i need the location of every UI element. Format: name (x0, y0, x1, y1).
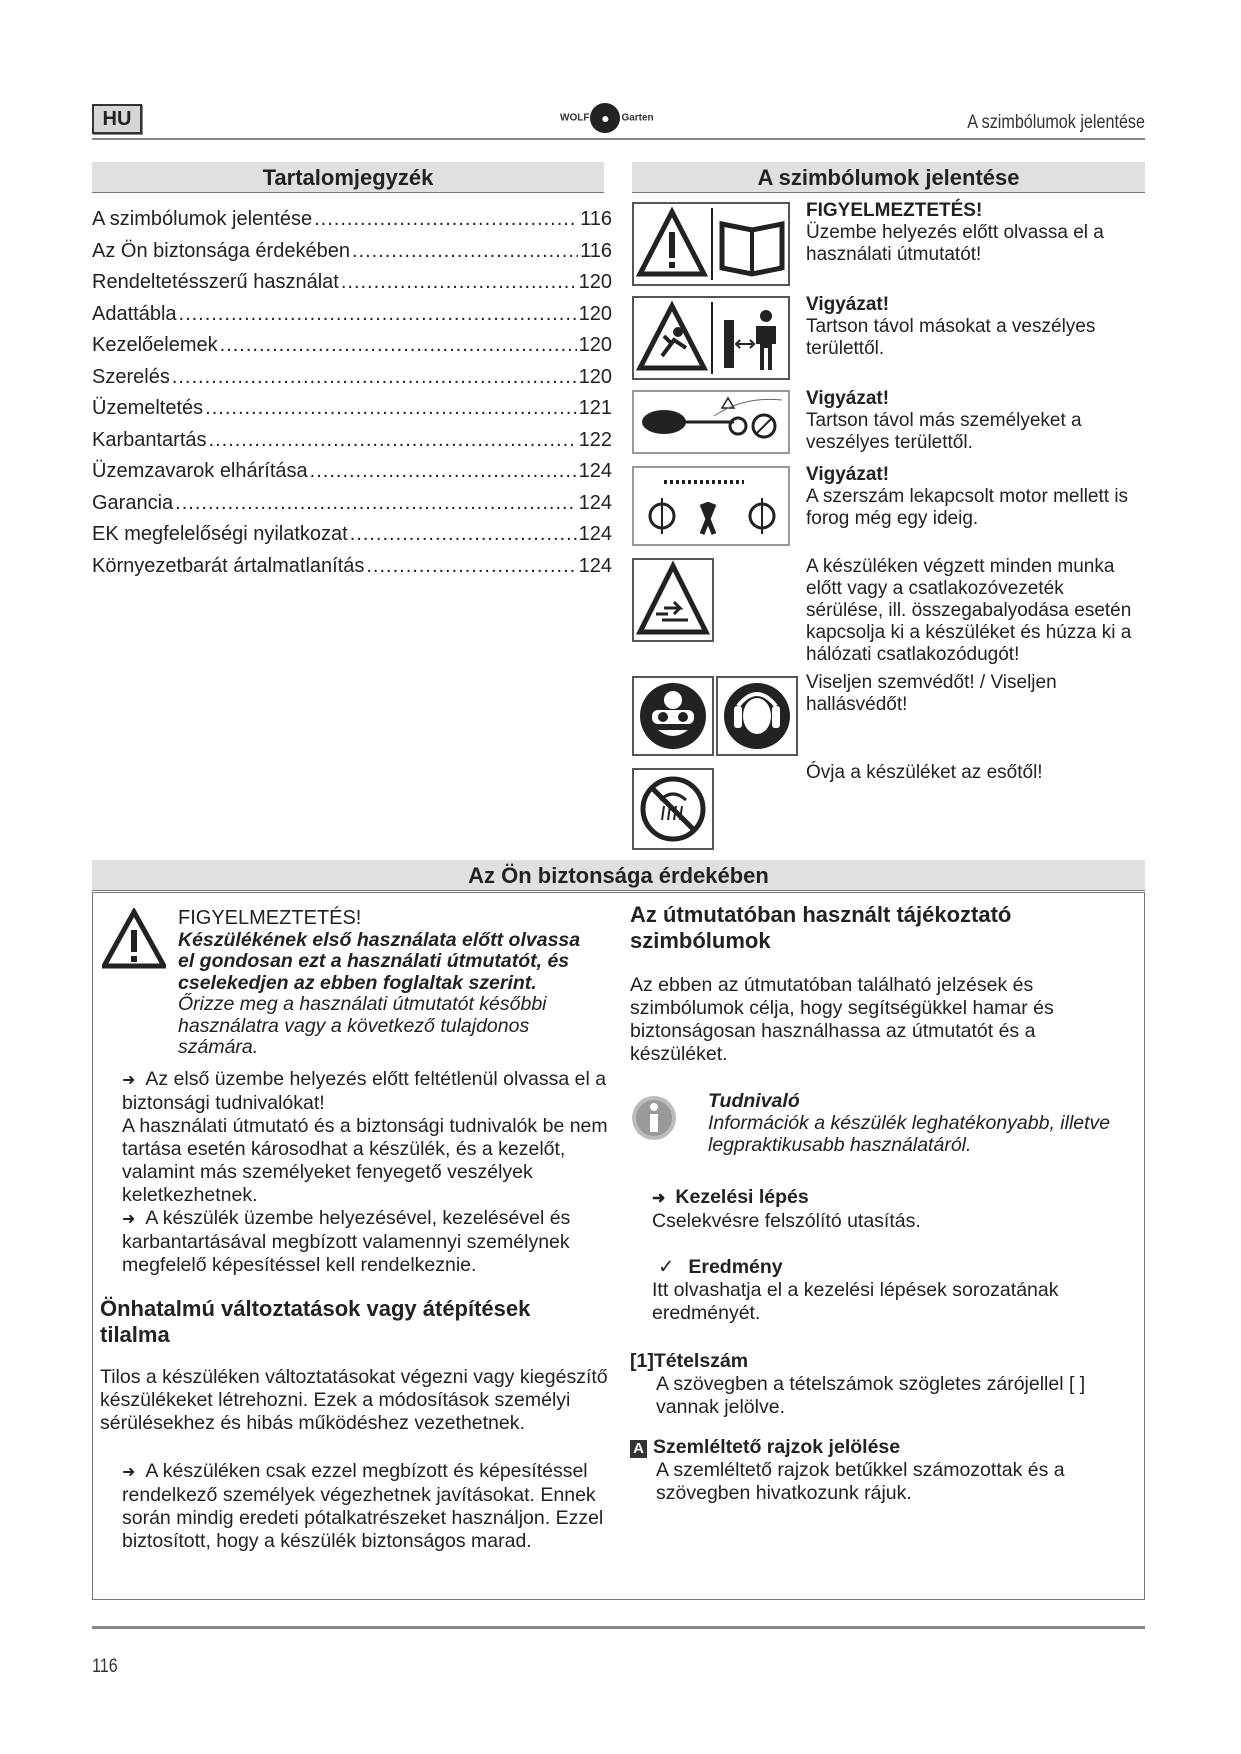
note-block (708, 1090, 1148, 1156)
figure-text: A szemléltető rajzok betűkkel számozottak és a szövegben hivatkozunk rájuk. (656, 1459, 1065, 1504)
symbol-text-6 (806, 672, 1146, 716)
toc-item[interactable] (92, 362, 612, 394)
toc-leader-dots (209, 425, 577, 457)
symbol-text-2 (806, 294, 1146, 360)
footer-divider (92, 1626, 1145, 1629)
item-block (630, 1350, 1130, 1419)
toc-item-page: 116 (580, 208, 612, 230)
step-head-row (652, 1186, 1132, 1210)
para-5-text: A készüléken csak ezzel megbízott és képesítéssel rendelkező személyek végezhetnek javításokat. Ennek során mindig eredeti pótalkatrészeket használjon. Ezzel biztosított, hogy a készülék biztonságos marad. (122, 1460, 604, 1552)
toc-leader-dots (314, 204, 578, 236)
heading-info-symbols: Az útmutatóban használt tájékoztató szimbólumok (630, 902, 1012, 953)
toc-item-label: Környezetbarát ártalmatlanítás (92, 554, 365, 577)
figure-block (630, 1436, 1130, 1505)
header-divider (92, 138, 1145, 140)
symbol-distance (632, 390, 790, 454)
toc-item-page: 120 (578, 365, 612, 388)
toc-item[interactable] (92, 488, 612, 520)
result-head-row (652, 1256, 1132, 1279)
toc-item[interactable] (92, 299, 612, 331)
no-rain-icon (632, 768, 714, 850)
symbol-unplug (632, 558, 714, 642)
toc-item-label: Az Ön biztonsága érdekében (92, 239, 350, 262)
toc-leader-dots (179, 299, 577, 331)
toc-leader-dots (350, 519, 577, 551)
table-of-contents (92, 204, 612, 582)
arrow-right-icon: ➜ (122, 1072, 136, 1089)
toc-item-page: 120 (578, 302, 612, 325)
toc-item[interactable] (92, 456, 612, 488)
toc-leader-dots (172, 362, 577, 394)
toc-item-page: 116 (580, 239, 612, 262)
note-text: Információk a készülék leghatékonyabb, illetve legpraktikusabb használatáról. (708, 1112, 1111, 1156)
running-title: A szimbólumok jelentése (967, 112, 1145, 133)
symbol-rotating-tool (632, 466, 790, 546)
toc-leader-dots (341, 267, 577, 299)
para-info: Az ebben az útmutatóban található jelzések és szimbólumok célja, hogy segítségükkel hamar és biztonságosan használhassa az útmutatót és a készüléket. (630, 974, 1054, 1065)
toc-item-label: Üzemeltetés (92, 397, 204, 419)
symbol-head-2: Vigyázat! (806, 294, 890, 315)
symbol-body-1: Üzembe helyezés előtt olvassa el a használati útmutatót! (806, 222, 1104, 265)
figure-head-row (630, 1436, 1130, 1459)
info-icon (630, 1094, 678, 1142)
toc-item-page: 124 (578, 523, 612, 545)
symbol-read-manual (632, 202, 790, 286)
symbol-keep-away (632, 296, 790, 380)
toc-item[interactable] (92, 236, 612, 268)
safety-title: Az Ön biztonsága érdekében (92, 860, 1145, 891)
symbol-body-5: A készüléken végzett minden munka előtt vagy a csatlakozóvezeték sérülése, ill. összegabalyodása esetén kapcsolja ki a készüléket és húzza ki a hálózati csatlakozódugót! (806, 556, 1132, 665)
toc-item[interactable] (92, 204, 612, 236)
para-1-text: Az első üzembe helyezés előtt feltétlenül olvassa el a biztonsági tudnivalókat! (122, 1068, 607, 1114)
toc-item-label: Adattábla (92, 302, 177, 325)
item-head: [1]Tételszám (630, 1350, 749, 1372)
safety-left-body (122, 1068, 622, 1277)
toc-leader-dots (205, 393, 576, 425)
symbol-head-4: Vigyázat! (806, 464, 890, 485)
warning-bold: Készülékének első használata előtt olvassa el gondosan ezt a használati útmutatót, és cselekedjen az ebben foglaltak szerint. (178, 928, 581, 994)
symbol-text-3 (806, 388, 1146, 454)
symbol-head-1: FIGYELMEZTETÉS! (806, 200, 983, 221)
step-head: Kezelési lépés (675, 1186, 809, 1208)
toc-title: Tartalomjegyzék (92, 162, 604, 193)
symbol-text-1 (806, 200, 1146, 266)
para-1 (122, 1068, 622, 1115)
step-text: Cselekvésre felszólító utasítás. (652, 1210, 921, 1232)
symbol-body-7: Óvja a készüléket az esőtől! (806, 762, 1043, 783)
toc-item-page: 124 (578, 460, 612, 482)
toc-item-page: 122 (578, 428, 612, 451)
symbol-body-3: Tartson távol más személyeket a veszélyes területtől. (806, 410, 1082, 453)
toc-leader-dots (220, 330, 577, 362)
toc-item-page: 124 (578, 491, 612, 514)
toc-item-label: EK megfelelőségi nyilatkozat (92, 523, 348, 545)
item-text: A szövegben a tételszámok szögletes zárójellel [ ] vannak jelölve. (656, 1373, 1086, 1418)
symbol-text-5 (806, 556, 1146, 666)
logo-text-left: WOLF (560, 112, 590, 124)
warning-head: FIGYELMEZTETÉS! (178, 907, 362, 929)
logo-emblem-icon: ● (590, 103, 620, 133)
para-3-text: A készülék üzembe helyezésével, kezelésével és karbantartásával megbízott valamennyi személynek megfelelő képesítéssel kell rendelkeznie. (122, 1207, 571, 1276)
arrow-right-icon: ➜ (652, 1190, 666, 1207)
para-3 (122, 1207, 622, 1277)
symbol-text-7 (806, 762, 1146, 784)
toc-item-page: 120 (578, 334, 612, 356)
toc-leader-dots (352, 236, 578, 268)
toc-item[interactable] (92, 267, 612, 299)
warning-italic: Őrizze meg a használati útmutatót későbbi használatra vagy a következő tulajdonos számára. (178, 993, 547, 1058)
result-text: Itt olvashatja el a kezelési lépések sorozatának eredményét. (652, 1279, 1059, 1324)
para-2: A használati útmutató és a biztonsági tudnivalók be nem tartása esetén károsodhat a készülék, és a kezelőt, valamint más személyeket fenyegető veszélyek keletkezhetnek. (122, 1115, 608, 1206)
toc-item-label: Rendeltetésszerű használat (92, 271, 339, 293)
symbol-body-2: Tartson távol másokat a veszélyes területtől. (806, 316, 1096, 359)
symbol-head-3: Vigyázat! (806, 388, 890, 409)
heading-modifications: Önhatalmú változtatások vagy átépítések tilalma (100, 1296, 531, 1347)
toc-item[interactable] (92, 425, 612, 457)
toc-item[interactable] (92, 551, 612, 583)
toc-item-label: Kezelőelemek (92, 334, 218, 356)
para-5 (122, 1460, 632, 1553)
figure-head: Szemléltető rajzok jelölése (653, 1436, 901, 1458)
para-4: Tilos a készüléken változtatásokat végezni vagy kiegészítő készülékeket létrehozni. Ezek a módosítások személyi sérülésekhez és hibás működéshez vezethetnek. (100, 1366, 608, 1434)
logo-text-right: Garten (621, 112, 654, 124)
toc-item-label: Karbantartás (92, 428, 207, 451)
note-head: Tudnivaló (708, 1090, 800, 1112)
toc-leader-dots (366, 551, 576, 583)
arrow-right-icon: ➜ (122, 1464, 136, 1481)
result-block (652, 1256, 1132, 1325)
toc-item-page: 121 (578, 397, 612, 419)
checkmark-icon: ✓ (658, 1256, 675, 1278)
toc-item-label: Garancia (92, 491, 174, 514)
toc-item[interactable] (92, 330, 612, 362)
figure-letter-badge: A (630, 1440, 647, 1458)
warning-triangle-icon (102, 908, 166, 970)
toc-item-label: Szerelés (92, 365, 170, 388)
toc-item[interactable] (92, 393, 612, 425)
symbol-body-6: Viseljen szemvédőt! / Viseljen hallásvédőt! (806, 672, 1057, 715)
language-badge: HU (92, 104, 142, 134)
page-number: 116 (92, 1656, 118, 1677)
eye-protection-icon (632, 676, 714, 756)
warning-block (178, 908, 598, 1059)
toc-leader-dots (175, 488, 576, 520)
symbol-text-4 (806, 464, 1146, 530)
brand-logo (560, 103, 680, 135)
toc-item[interactable] (92, 519, 612, 551)
step-block (652, 1186, 1132, 1233)
toc-item-label: A szimbólumok jelentése (92, 208, 313, 230)
toc-item-page: 124 (578, 554, 612, 577)
toc-item-label: Üzemzavarok elhárítása (92, 460, 308, 482)
symbol-body-4: A szerszám lekapcsolt motor mellett is forog még egy ideig. (806, 486, 1129, 529)
arrow-right-icon: ➜ (122, 1211, 136, 1228)
result-head: Eredmény (688, 1256, 783, 1278)
hearing-protection-icon (716, 676, 798, 756)
toc-item-page: 120 (578, 271, 612, 293)
symbols-title: A szimbólumok jelentése (632, 162, 1145, 193)
toc-leader-dots (310, 456, 577, 488)
